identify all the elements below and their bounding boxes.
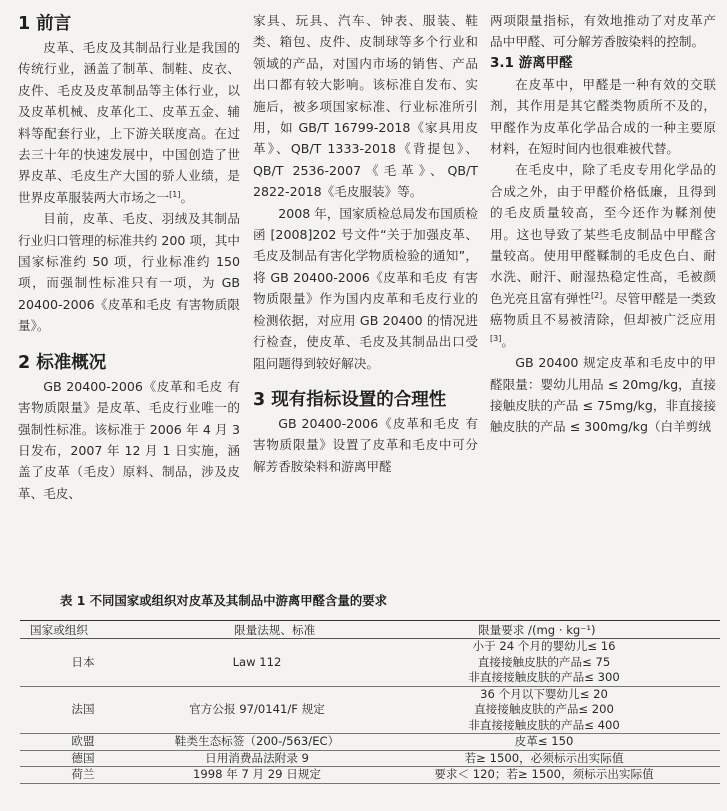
paragraph: 皮革、毛皮及其制品行业是我国的传统行业，涵盖了制革、制鞋、皮衣、皮件、毛皮及皮革制品等主体行业，以及皮革机械、皮革化工、皮革五金、辅料等配套行业，上下游关联度高。在过去三十年的快速发展中，中国创造了世界皮革、毛皮生产大国的骄人业绩，是世界皮革服装两大市场之一[1]。 — [18, 40, 240, 205]
column-1 — [18, 10, 240, 504]
paragraph: GB 20400-2006《皮革和毛皮 有害物质限量》是皮革、毛皮行业唯一的强制性标准。该标准于 2006 年 4 月 3 日发布，2007 年 12 月 1 日实施，涵盖了皮革（毛皮）原料、制品，涉及皮革、毛皮、 — [18, 378, 240, 501]
requirement-cell: 36 个月以下婴幼儿≤ 20 直接接触皮肤的产品≤ 200 非直接接触皮肤的产品≤ 400 — [368, 686, 720, 734]
paragraph: GB 20400 规定皮革和毛皮中的甲醛限量：婴幼儿用品 ≤ 20mg/kg，直接接触皮肤的产品 ≤ 75mg/kg，非直接接触皮肤的产品 ≤ 300mg/kg（白羊剪绒 — [490, 355, 716, 435]
table-header-row — [20, 621, 720, 639]
table-row — [20, 639, 720, 687]
country-cell: 荷兰 — [20, 767, 146, 784]
requirement-cell: 小于 24 个月的婴幼儿≤ 16 直接接触皮肤的产品≤ 75 非直接接触皮肤的产品≤ 300 — [368, 639, 720, 687]
requirement-cell: 若≥ 1500，必须标示出实际值 — [368, 750, 720, 767]
table-row — [20, 734, 720, 751]
country-cell: 欧盟 — [20, 734, 146, 751]
citation-ref: [1] — [169, 189, 181, 199]
citation-ref: [3] — [490, 333, 502, 343]
paragraph: 在皮革中，甲醛是一种有效的交联剂，其作用是其它醛类物质所不及的，甲醛作为皮革化学品合成的一种主要原材料，在短时间内也很难被代替。 — [490, 76, 716, 157]
paragraph: 两项限量指标，有效地推动了对皮革产品中甲醛、可分解芳香胺染料的控制。 — [490, 13, 716, 50]
table-row — [20, 750, 720, 767]
table-header-cell: 限量法规、标准 — [146, 621, 368, 639]
paragraph: 2008 年，国家质检总局发布国质检函 [2008]202 号文件“关于加强皮革、毛皮及制品有害化学物质检验的通知”，将 GB 20400-2006《皮革和毛皮 有害物质限量》作为国内皮革和毛皮行业的检测依据，对应用 GB 20400 的情况进行检查，使皮革、毛皮及其制品出口受阻问题得到较好解决。 — [253, 205, 478, 371]
paragraph: GB 20400-2006《皮革和毛皮 有害物质限量》设置了皮革和毛皮中可分解芳香胺染料和游离甲醛 — [253, 415, 478, 474]
requirement-cell: 要求＜ 120；若≥ 1500，须标示出实际值 — [368, 767, 720, 784]
paragraph: 在毛皮中，除了毛皮专用化学品的合成之外，由于甲醛价格低廉，且得到的毛皮质量较高，至今还作为鞣剂使用。这也导致了某些毛皮制品中甲醛含量较高。使用甲醛鞣制的毛皮色白、耐水洗、耐汗、耐湿热稳定性高，毛被颜色光亮且富有弹性[2]。尽管甲醛是一类致癌物质且不易被清除，但却被广泛应用[3]。 — [490, 162, 717, 349]
column-2 — [253, 10, 478, 477]
regulation-cell: 鞋类生态标签（200-/563/EC） — [146, 734, 368, 751]
country-cell: 德国 — [20, 750, 146, 767]
section-heading-overview: 2 标准概况 — [18, 352, 107, 373]
section-heading-rationality: 3 现有指标设置的合理性 — [253, 389, 447, 410]
section-heading-intro: 1 前言 — [18, 14, 72, 34]
paragraph: 目前，皮革、毛皮、羽绒及其制品行业归口管理的标准共约 200 项，其中国家标准约 50 项，行业标准约 150 项，而强制性标准只有一项，为 GB 20400-2006《皮革和毛皮 有害物质限量》。 — [18, 211, 240, 334]
subsection-heading-formaldehyde: 3.1 游离甲醛 — [490, 54, 573, 71]
citation-ref: [2] — [591, 290, 603, 300]
table-row — [20, 686, 720, 734]
table-header-cell: 国家或组织 — [20, 621, 146, 639]
column-3 — [490, 10, 716, 438]
requirement-cell: 皮革≤ 150 — [368, 734, 720, 751]
regulation-cell: 1998 年 7 月 29 日规定 — [146, 767, 368, 784]
country-cell: 法国 — [20, 686, 146, 734]
formaldehyde-limits-table — [20, 620, 720, 784]
regulation-cell: Law 112 — [146, 639, 368, 687]
table-caption: 表 1 不同国家或组织对皮革及其制品中游离甲醛含量的要求 — [60, 593, 388, 608]
paragraph: 家具、玩具、汽车、钟表、服装、鞋类、箱包、皮件、皮制球等多个行业和领域的产品，对国内市场的销售、产品出口都有较大影响。该标准自发布、实施后，被多项国家标准、行业标准所引用，如 GB/T 16799-2018《家具用皮革》、QB/T 1333-2018《背提包》、QB/T 2536-2007《毛革》、QB/T 2822-2018《毛皮服装》等。 — [253, 13, 478, 200]
table-header-cell: 限量要求 /(mg · kg⁻¹) — [368, 621, 720, 639]
regulation-cell: 日用消费品法附录 9 — [146, 750, 368, 767]
regulation-cell: 官方公报 97/0141/F 规定 — [146, 686, 368, 734]
table-row — [20, 767, 720, 784]
country-cell: 日本 — [20, 639, 146, 687]
